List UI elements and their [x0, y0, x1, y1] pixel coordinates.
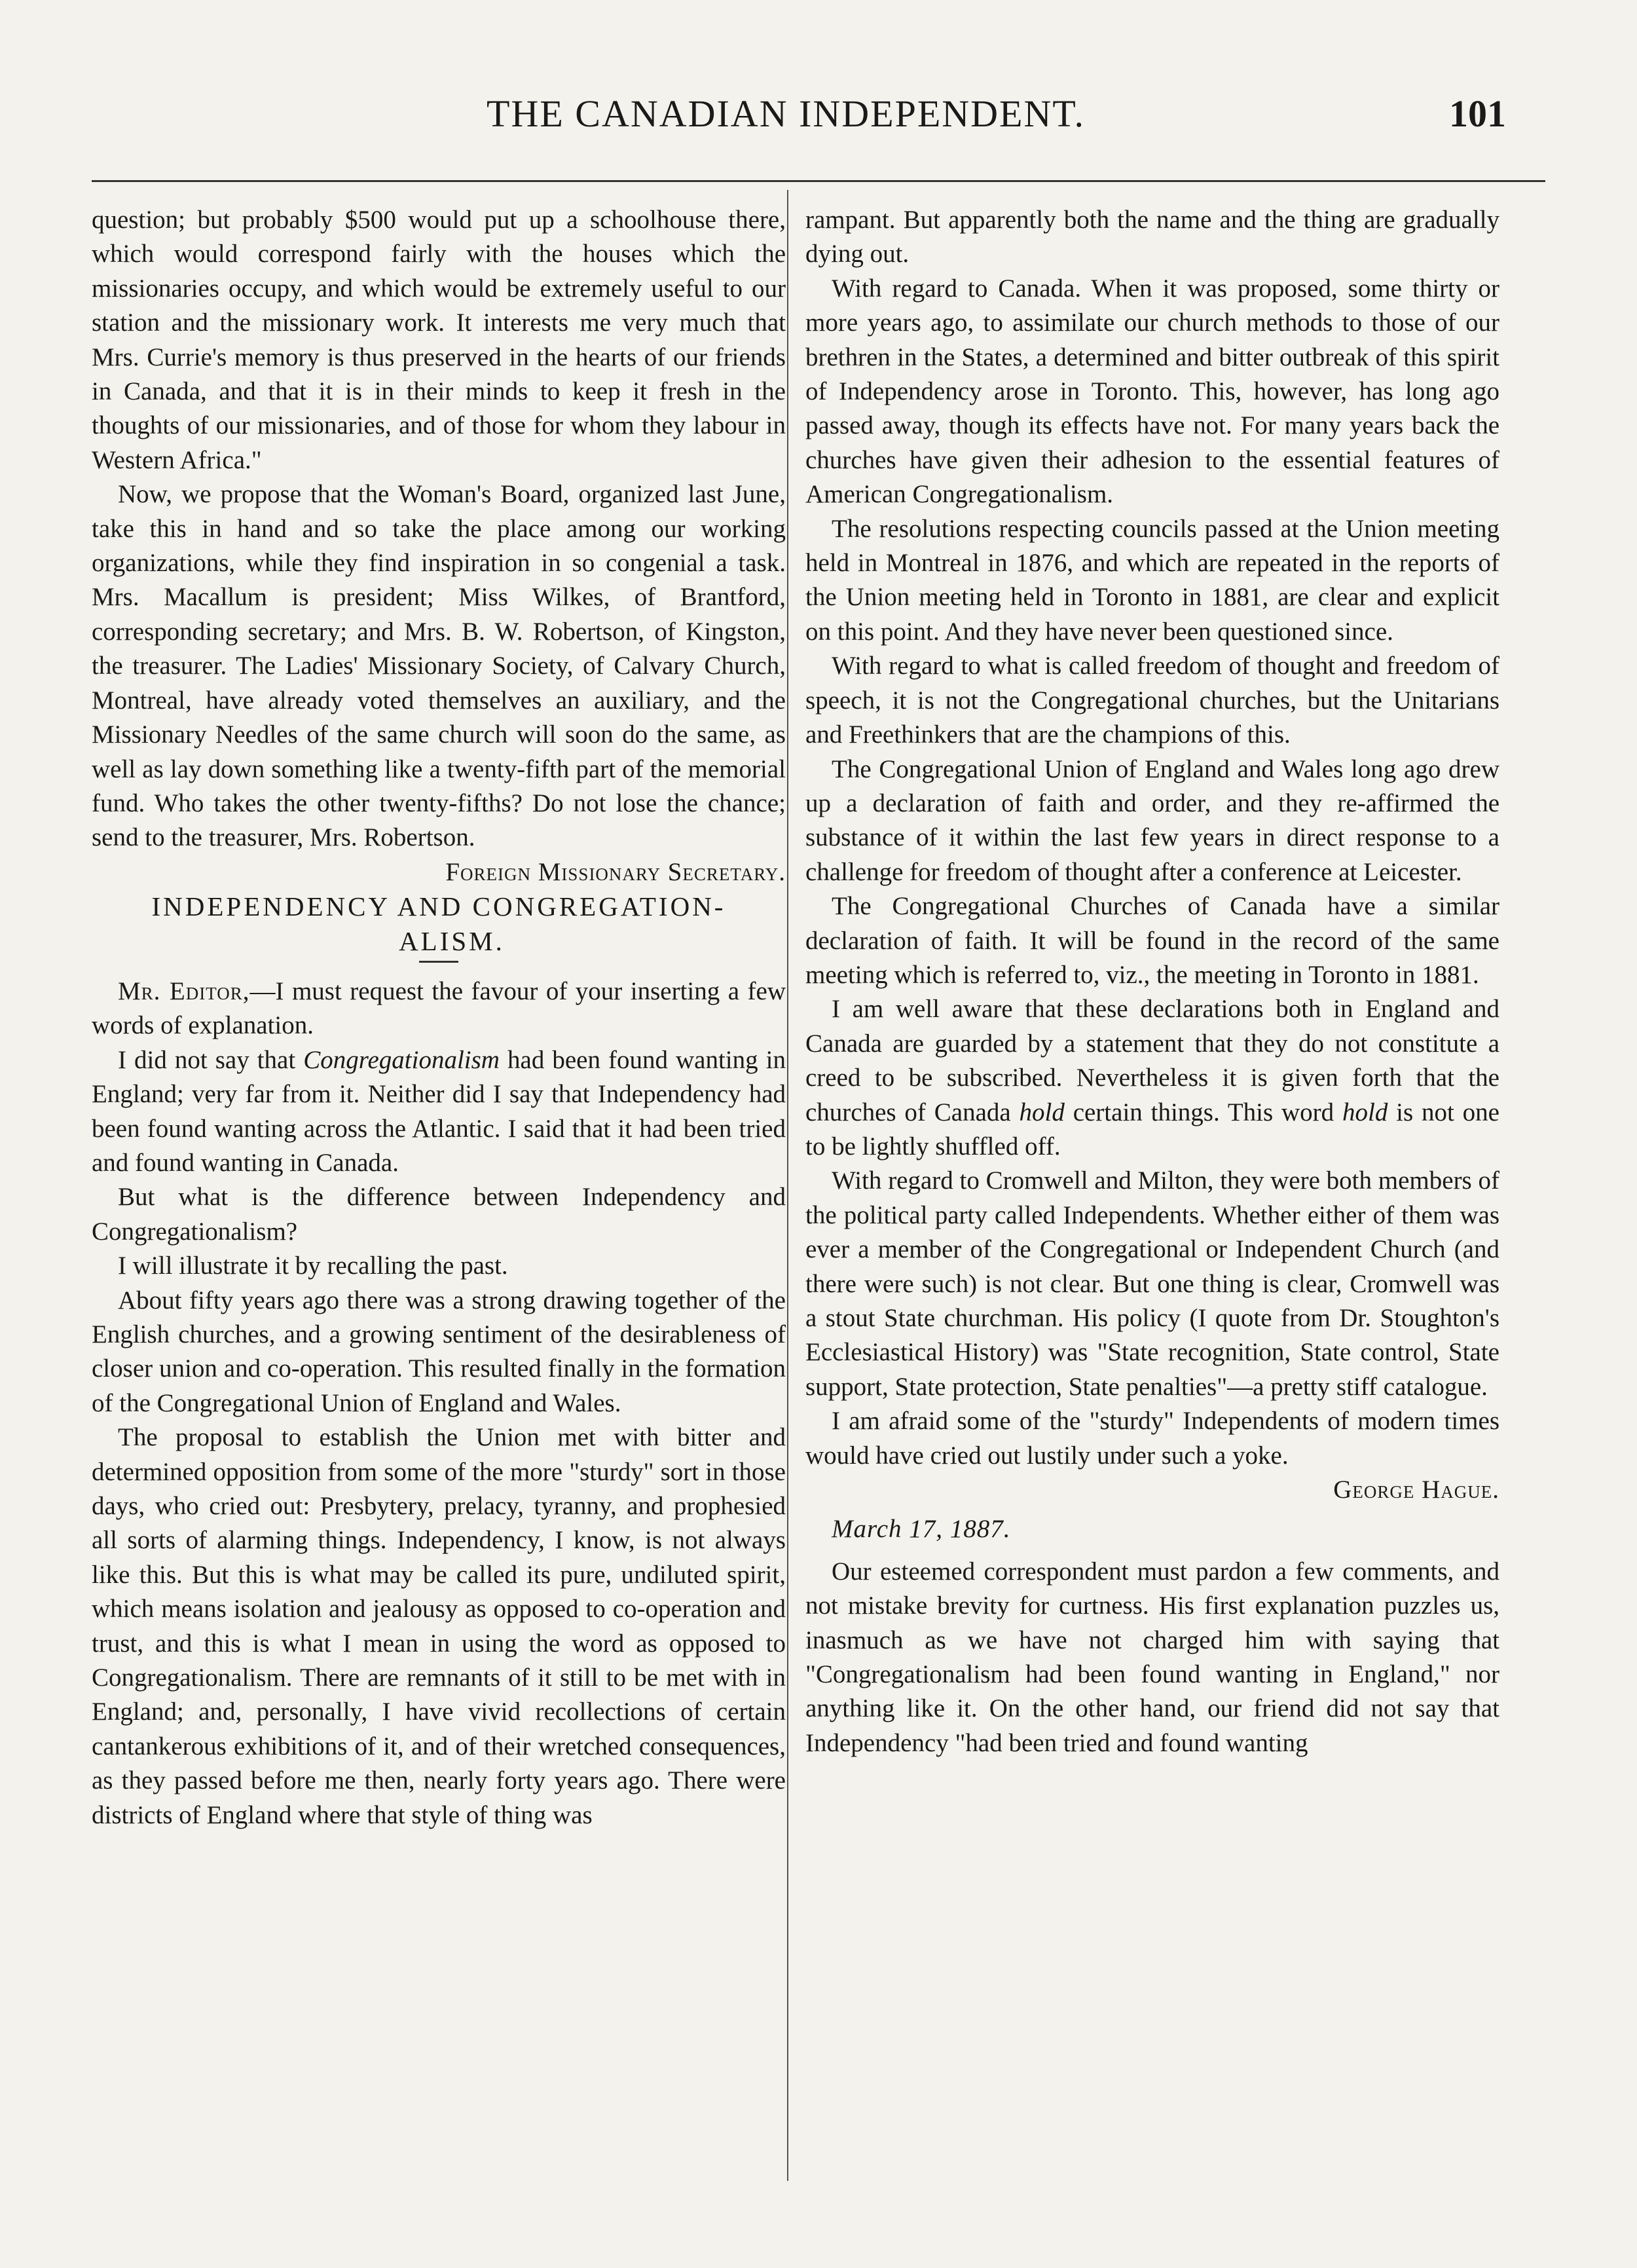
paragraph: I am afraid some of the "sturdy" Independents of modern times would have cried out lustily under such a yoke. [805, 1407, 1499, 1470]
signature: George Hague. [1333, 1476, 1499, 1504]
paragraph: rampant. But apparently both the name and the thing are gradually dying out. [805, 206, 1499, 269]
paragraph: With regard to what is called freedom of thought and freedom of speech, it is not the Congregational churches, but the Unitarians and Freethinkers that are the champions of this. [805, 652, 1499, 749]
paragraph: The proposal to establish the Union met with bitter and determined opposition from some of the more "sturdy" sort in those days, who cried out: Presbytery, prelacy, tyranny, and prophesied all sorts of alarming things. Independency, I know, is not always like this. But this is what may be called its pure, undiluted spirit, which means isolation and jealousy as opposed to co-operation and trust, and this is what I mean in using the word as opposed to Congregationalism. There are remnants of it still to be met with in England; and, personally, I have vivid recollections of certain cantankerous exhibitions of it, and of their wretched consequences, as they passed before me then, nearly forty years ago. There were districts of England where that style of thing was [92, 1423, 786, 1829]
salutation: Mr. Editor, [118, 976, 250, 1005]
header-rule [92, 180, 1545, 182]
paragraph: question; but probably $500 would put up a schoolhouse there, which would correspond fairly with the houses which the missionaries occupy, and which would be extremely useful to our station and the missionary work. It interests me very much that Mrs. Currie's memory is thus preserved in the hearts of our friends in Canada, and that it is in their minds to keep it fresh in the thoughts of our missionaries, and of those for whom they labour in Western Africa." [92, 206, 786, 474]
running-title: THE CANADIAN INDEPENDENT. [487, 92, 1085, 135]
paragraph: With regard to Canada. When it was proposed, some thirty or more years ago, to assimilate our church methods to those of our brethren in the States, a determined and bitter outbreak of this spirit of Independency arose in Toronto. This, however, has long ago passed away, though its effects have not. For many years back the churches have given their adhesion to the essential features of American Congregationalism. [805, 274, 1499, 509]
article-heading: INDEPENDENCY AND CONGREGATION- [151, 891, 726, 922]
paragraph: But what is the difference between Independency and Congregationalism? [92, 1183, 786, 1246]
dateline: March 17, 1887. [832, 1515, 1011, 1544]
paragraph [92, 975, 786, 1043]
column-divider [787, 190, 788, 2181]
italic-term: Congregationalism [303, 1045, 500, 1074]
paragraph: Now, we propose that the Woman's Board, organized last June, take this in hand and so take the place among our working organizations, while they find inspiration in so congenial a task. Mrs. Macallum is president; Miss Wilkes, of Brantford, corresponding secretary; and Mrs. B. W. Robertson, of Kingston, the treasurer. The Ladies' Missionary Society, of Calvary Church, Montreal, have already voted themselves an auxiliary, and the Missionary Needles of the same church will soon do the same, as well as lay down something like a twenty-fifth part of the memorial fund. Who takes the other twenty-fifths? Do not lose the chance; send to the treasurer, Mrs. Robertson. [92, 480, 786, 852]
paragraph-text: I did not say that [118, 1045, 304, 1074]
italic-term: hold [1019, 1098, 1065, 1126]
paragraph: Our esteemed correspondent must pardon a few comments, and not mistake brevity for curtness. His first explanation puzzles us, inasmuch as we have not charged him with saying that "Congregationalism had been found wanting in England," nor anything like it. On the other hand, our friend did not say that Independency "had been tried and found wanting [805, 1557, 1499, 1757]
paragraph-text: certain things. This word [1064, 1098, 1342, 1126]
paragraph: The Congregational Union of England and Wales long ago drew up a declaration of faith and order, and they re-affirmed the substance of it within the last few years in direct response to a challenge for freedom of thought after a conference at Leicester. [805, 754, 1499, 886]
paragraph [92, 1043, 786, 1181]
signature: Foreign Missionary Secretary. [445, 857, 786, 886]
paragraph: I will illustrate it by recalling the past. [118, 1252, 508, 1280]
paragraph: With regard to Cromwell and Milton, they were both members of the political party called Independents. Whether either of them was ever a member of the Congregational or Independent Church (and there were such) is not clear. But one thing is clear, Cromwell was a stout State churchman. His policy (I quote from Dr. Stoughton's Ecclesiastical History) was "State recognition, State control, State support, State protection, State penalties"—a pretty stiff catalogue. [805, 1166, 1499, 1401]
paragraph: The Congregational Churches of Canada have a similar declaration of faith. It will be found in the record of the same meeting which is referred to, viz., the meeting in Toronto in 1881. [805, 892, 1499, 989]
paragraph-text: had been found wanting in England; very far from it. Neither did I say that Independency had been found wanting across the Atlantic. I said that it had been tried and found wanting in Canada. [92, 1045, 786, 1177]
right-column [805, 203, 1499, 1760]
paragraph-text: is not one to be lightly shuffled off. [805, 1098, 1499, 1161]
article-heading-continued: ALISM. [399, 925, 505, 956]
paragraph [805, 992, 1499, 1164]
italic-term: hold [1342, 1098, 1388, 1126]
heading-rule [419, 961, 458, 963]
left-column [92, 203, 786, 1832]
paragraph-text: —I must request the favour of your inserting a few words of explanation. [92, 976, 786, 1040]
page-number: 101 [1449, 92, 1506, 135]
paragraph-text: I am well aware that these declarations both in England and Canada are guarded by a statement that they do not constitute a creed to be subscribed. Nevertheless it is given forth that the churches of Canada [805, 995, 1499, 1126]
paragraph: About fifty years ago there was a strong drawing together of the English churches, and a growing sentiment of the desirableness of closer union and co-operation. This resulted finally in the formation of the Congregational Union of England and Wales. [92, 1286, 786, 1417]
paragraph: The resolutions respecting councils passed at the Union meeting held in Montreal in 1876, and which are repeated in the reports of the Union meeting held in Toronto in 1881, are clear and explicit on this point. And they have never been questioned since. [805, 514, 1499, 646]
